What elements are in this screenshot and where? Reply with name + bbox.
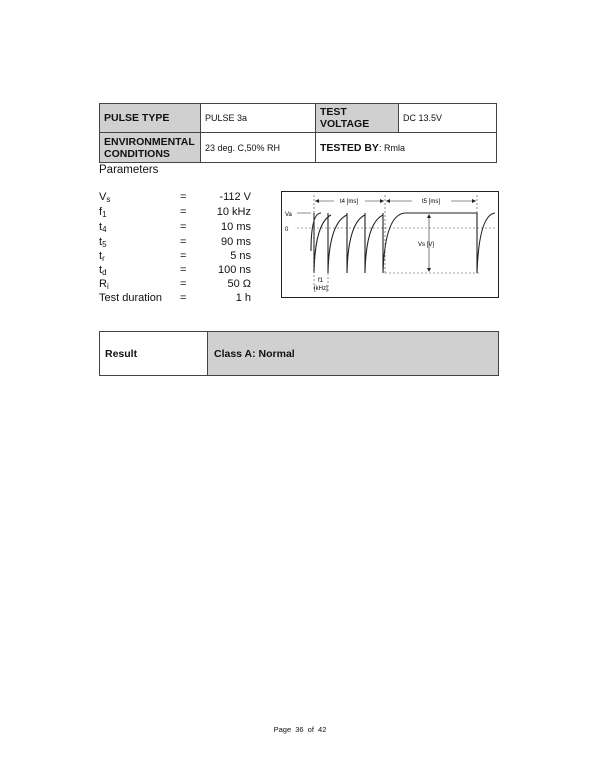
tested-by-colon: : [378, 142, 384, 153]
parameter-value: 100 ns [217, 264, 251, 276]
parameter-row [99, 191, 279, 206]
parameter-row [99, 221, 279, 236]
pulse-type-label: PULSE TYPE [100, 104, 201, 133]
parameter-symbol-base: t [99, 236, 103, 248]
f1-label: f1 [318, 278, 324, 284]
total-pages: 42 [318, 725, 327, 734]
parameter-symbol-subscript: i [106, 282, 109, 291]
khz-label: [kHz] [314, 286, 328, 292]
parameter-symbol-subscript: s [106, 195, 111, 204]
result-value: Class A: Normal [208, 332, 498, 375]
t5-label: t5 [ms] [421, 199, 441, 205]
parameter-symbol-subscript: r [102, 254, 105, 263]
parameter-symbol-base: f [99, 206, 103, 218]
parameter-value: -112 V [219, 191, 251, 203]
parameter-equals: = [180, 278, 187, 290]
tested-by-label: TESTED BY [320, 141, 379, 154]
parameter-symbol-base: t [99, 250, 103, 262]
zero-label: 0 [285, 227, 289, 233]
parameter-row [99, 250, 279, 265]
parameter-value: 90 ms [221, 236, 251, 248]
parameter-row [99, 236, 279, 251]
parameters-title: Parameters [99, 164, 159, 176]
env-label-line2: CONDITIONS [104, 147, 170, 160]
result-box [99, 331, 499, 376]
parameter-symbol [99, 191, 110, 203]
vs-label: Vs [V] [418, 242, 435, 248]
parameter-value: 50 Ω [227, 278, 251, 290]
parameter-row [99, 264, 279, 279]
environmental-conditions-value: 23 deg. C,50% RH [201, 133, 316, 163]
parameter-row [99, 206, 279, 221]
environmental-conditions-label [100, 133, 201, 163]
parameter-symbol-base: R [99, 278, 107, 290]
test-voltage-label: TEST VOLTAGE [316, 104, 399, 133]
parameter-value: 10 ms [221, 221, 251, 233]
parameter-symbol-subscript: 4 [102, 225, 107, 234]
parameter-symbol-base: Test duration [99, 292, 162, 304]
pulse-waveform-diagram [281, 191, 499, 298]
parameter-equals: = [180, 191, 187, 203]
parameter-equals: = [180, 221, 187, 233]
parameter-symbol-subscript: d [102, 268, 107, 277]
parameter-equals: = [180, 206, 187, 218]
va-label: Va [285, 212, 292, 218]
test-header-table [99, 103, 497, 163]
page-number: 36 [295, 725, 304, 734]
parameter-symbol-subscript: 1 [102, 210, 107, 219]
parameter-symbol-base: V [99, 191, 107, 203]
parameter-symbol [99, 278, 109, 290]
parameter-symbol [99, 264, 107, 276]
parameter-equals: = [180, 250, 187, 262]
parameter-equals: = [180, 292, 187, 304]
result-label: Result [100, 332, 208, 375]
parameter-row [99, 292, 279, 307]
parameter-symbol [99, 206, 107, 218]
parameter-symbol-base: t [99, 264, 103, 276]
parameter-symbol-subscript: 5 [102, 240, 107, 249]
parameter-equals: = [180, 236, 187, 248]
parameter-symbol [99, 292, 162, 304]
parameter-value: 1 h [235, 292, 251, 304]
parameter-equals: = [180, 264, 187, 276]
parameter-symbol [99, 221, 107, 233]
parameter-symbol-base: t [99, 221, 103, 233]
page-footer [0, 725, 600, 734]
of-word: of [307, 725, 314, 734]
tested-by-value: Rmla [383, 142, 405, 153]
parameter-value: 10 kHz [216, 206, 251, 218]
page-word: Page [273, 725, 292, 734]
env-label-line1: ENVIRONMENTAL [104, 135, 195, 148]
parameter-symbol [99, 236, 107, 248]
tested-by-cell [316, 133, 497, 163]
t4-label: t4 [ms] [339, 199, 359, 205]
parameter-value: 5 ns [230, 250, 251, 262]
pulse-type-value: PULSE 3a [201, 104, 316, 133]
parameter-row [99, 278, 279, 293]
parameter-symbol [99, 250, 105, 262]
test-voltage-value: DC 13.5V [399, 104, 497, 133]
